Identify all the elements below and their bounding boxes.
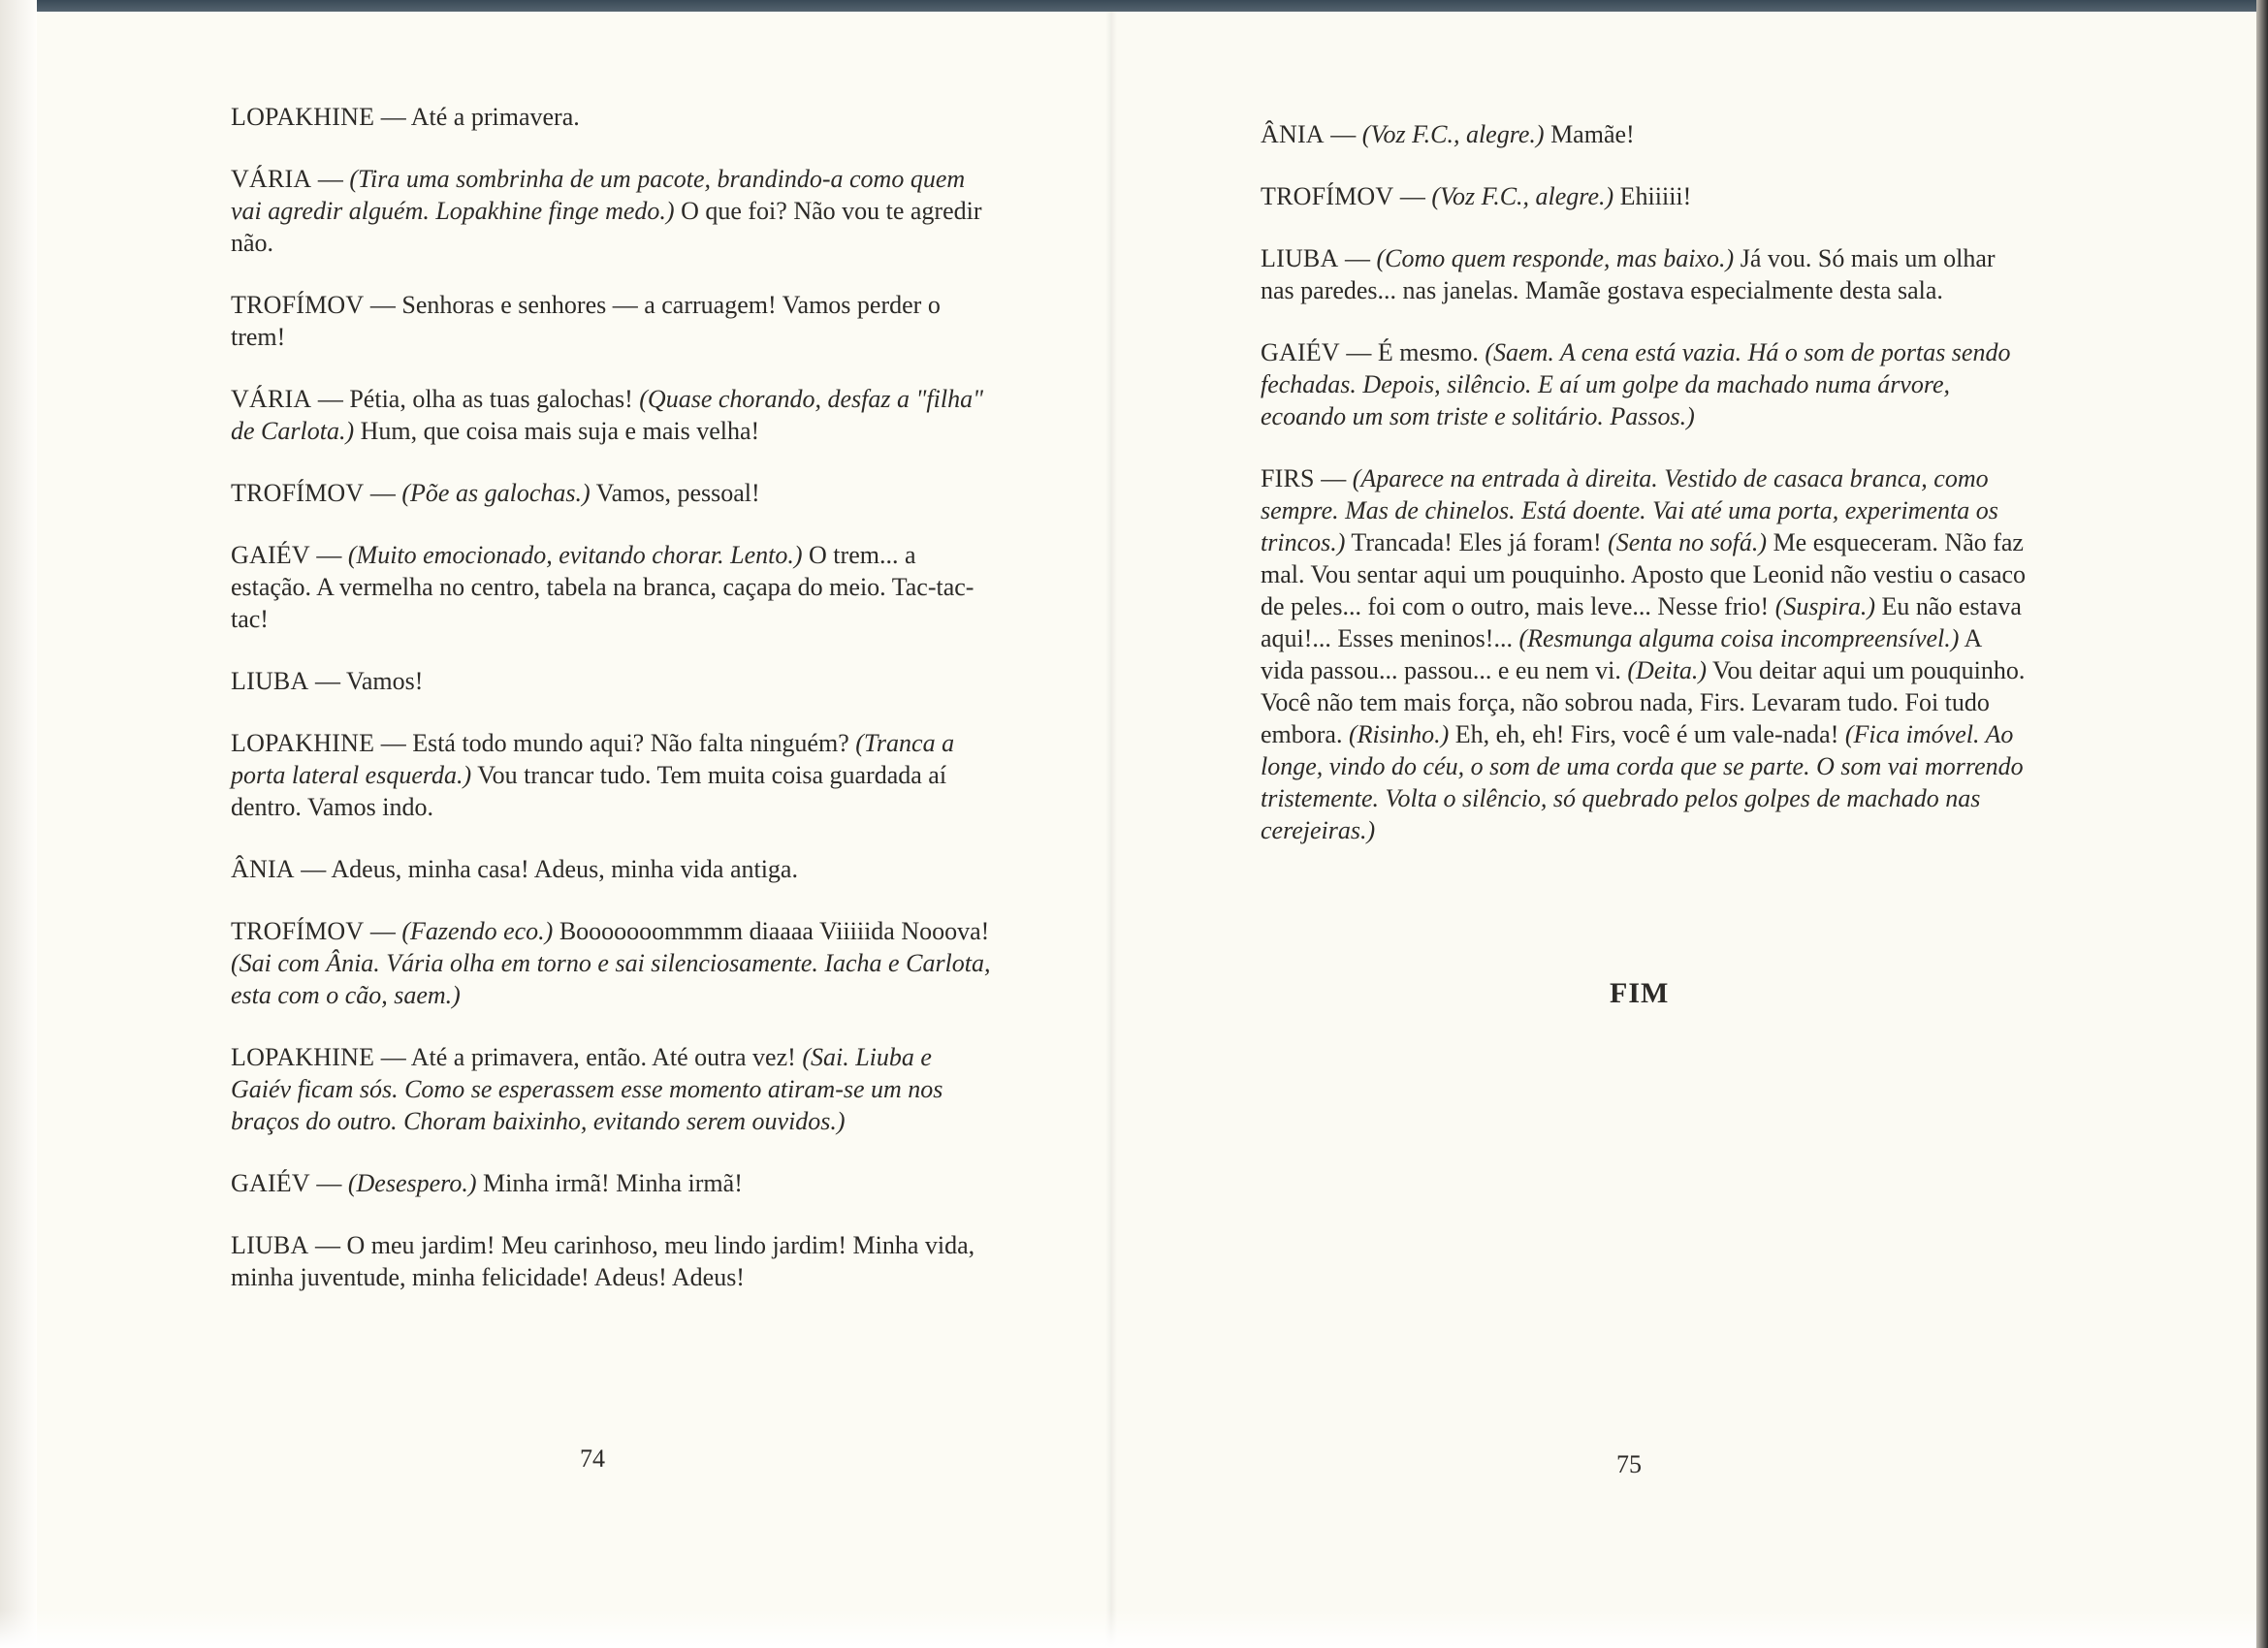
- speaker-name: LOPAKHINE: [231, 729, 375, 757]
- speech-text: Vou deitar aqui um pouquinho. Você não tem mais força, não sobrou nada, Firs. Levaram tudo. Foi tudo embora.: [1261, 656, 2026, 748]
- stage-direction: (Senta no sofá.): [1608, 528, 1768, 556]
- dialogue-entry: [231, 853, 997, 885]
- speech-text: Vamos!: [345, 667, 424, 695]
- scan-bottom-fade: [0, 1609, 2256, 1648]
- speech-text: O trem... a estação. A vermelha no centro, tabela na branca, caçapa do meio. Tac-tac-tac!: [231, 541, 974, 633]
- dialogue-entry: [231, 727, 997, 823]
- dialogue-entry: [1261, 336, 2027, 432]
- speaker-name: ÂNIA: [231, 855, 295, 883]
- speaker-name: GAIÉV: [231, 1169, 310, 1197]
- speaker-name: GAIÉV: [231, 541, 310, 569]
- speech-text: Ehiiiii!: [1613, 182, 1692, 210]
- speech-text: Até a primavera, então. Até outra vez!: [410, 1043, 803, 1071]
- speaker-name: FIRS: [1261, 464, 1315, 492]
- scan-top-edge: [0, 0, 2268, 12]
- speaker-dash: —: [1339, 338, 1378, 366]
- right-page-text: [1261, 118, 2027, 876]
- speaker-dash: —: [309, 541, 348, 569]
- speech-text: O que foi? Não vou te agredir não.: [231, 197, 982, 257]
- dialogue-entry: [1261, 118, 2027, 150]
- speaker-dash: —: [374, 729, 413, 757]
- speaker-dash: —: [364, 291, 402, 319]
- dialogue-entry: [231, 289, 997, 353]
- stage-direction: (Tranca a porta lateral esquerda.): [231, 729, 955, 789]
- speaker-dash: —: [1338, 244, 1377, 272]
- speech-text: Minha irmã! Minha irmã!: [476, 1169, 743, 1197]
- speaker-name: TROFÍMOV: [231, 291, 365, 319]
- stage-direction: (Tira uma sombrinha de um pacote, brandindo-a como quem vai agredir alguém. Lopakhine finge medo.): [231, 165, 966, 225]
- speech-text: Está todo mundo aqui? Não falta ninguém?: [412, 729, 856, 757]
- speech-text: É mesmo.: [1377, 338, 1485, 366]
- stage-direction: (Põe as galochas.): [401, 479, 591, 507]
- speaker-name: GAIÉV: [1261, 338, 1340, 366]
- speaker-dash: —: [308, 1231, 347, 1259]
- speaker-name: VÁRIA: [231, 385, 312, 413]
- stage-direction: (Aparece na entrada à direita. Vestido de casaca branca, como sempre. Mas de chinelos. Está doente. Vai até uma porta, experimenta os trincos.): [1261, 464, 1998, 556]
- speaker-dash: —: [1393, 182, 1432, 210]
- speaker-name: LOPAKHINE: [231, 103, 375, 131]
- dialogue-entry: [231, 539, 997, 635]
- dialogue-entry: [231, 915, 997, 1011]
- speech-text: Trancada! Eles já foram!: [1345, 528, 1609, 556]
- stage-direction: (Deita.): [1627, 656, 1707, 684]
- speech-text: Já vou. Só mais um olhar nas paredes... nas janelas. Mamãe gostava especialmente desta sala.: [1261, 244, 1996, 304]
- speech-text: Hum, que coisa mais suja e mais velha!: [354, 417, 760, 445]
- speaker-dash: —: [364, 917, 402, 945]
- end-label: FIM: [1610, 977, 1670, 1009]
- speaker-dash: —: [1314, 464, 1353, 492]
- stage-direction: (Resmunga alguma coisa incompreensível.): [1518, 624, 1960, 652]
- left-page-text: [231, 101, 997, 1323]
- stage-direction: (Muito emocionado, evitando chorar. Lento.): [347, 541, 803, 569]
- speaker-name: LIUBA: [231, 667, 309, 695]
- speaker-name: LIUBA: [1261, 244, 1339, 272]
- speaker-dash: —: [374, 1043, 411, 1071]
- stage-direction: (Fica imóvel. Ao longe, vindo do céu, o som de uma corda que se parte. O som vai morrendo tristemente. Volta o silêncio, só quebrado pelos golpes de machado nas cerejeiras.): [1261, 720, 2024, 844]
- speech-text: Adeus, minha casa! Adeus, minha vida antiga.: [331, 855, 798, 883]
- dialogue-entry: [231, 163, 997, 259]
- speech-text: Mamãe!: [1544, 120, 1635, 148]
- speech-text: Eh, eh, eh! Firs, você é um vale-nada!: [1449, 720, 1845, 748]
- dialogue-entry: [1261, 462, 2027, 846]
- speech-text: Até a primavera.: [410, 103, 580, 131]
- speech-text: Booooooommmm diaaaa Viiiiida Nooova!: [553, 917, 990, 945]
- speaker-name: TROFÍMOV: [231, 479, 365, 507]
- book-gutter: [1105, 12, 1117, 1648]
- speaker-name: LIUBA: [231, 1231, 309, 1259]
- stage-direction: (Suspira.): [1774, 592, 1875, 620]
- speaker-dash: —: [374, 103, 411, 131]
- speech-text: Pétia, olha as tuas galochas!: [349, 385, 640, 413]
- dialogue-entry: [231, 383, 997, 447]
- stage-direction: (Fazendo eco.): [401, 917, 554, 945]
- speaker-name: VÁRIA: [231, 165, 312, 193]
- speaker-dash: —: [311, 165, 350, 193]
- speech-text: Me esqueceram. Não faz mal. Vou sentar aqui um pouquinho. Aposto que Leonid não vestiu o casaco de peles... foi com o outro, mais leve... Nesse frio!: [1261, 528, 2027, 620]
- speech-text: Senhoras e senhores — a carruagem! Vamos perder o trem!: [231, 291, 941, 351]
- speaker-dash: —: [309, 1169, 348, 1197]
- speaker-dash: —: [294, 855, 332, 883]
- stage-direction: (Saem. A cena está vazia. Há o som de portas sendo fechadas. Depois, silêncio. E aí um golpe da machado numa árvore, ecoando um som triste e solitário. Passos.): [1261, 338, 2011, 430]
- speech-text: Vou trancar tudo. Tem muita coisa guardada aí dentro. Vamos indo.: [231, 761, 947, 821]
- dialogue-entry: [231, 665, 997, 697]
- scan-right-edge: [2256, 0, 2268, 1648]
- stage-direction: (Sai. Liuba e Gaiév ficam sós. Como se esperassem esse momento atiram-se um nos braços do outro. Choram baixinho, evitando serem ouvidos.): [231, 1043, 943, 1135]
- speaker-dash: —: [308, 667, 346, 695]
- dialogue-entry: [1261, 242, 2027, 306]
- dialogue-entry: [231, 1229, 997, 1293]
- page-number-right: 75: [1616, 1450, 1642, 1478]
- stage-direction: (Risinho.): [1348, 720, 1450, 748]
- speech-text: A vida passou... passou... e eu nem vi.: [1261, 624, 1981, 684]
- stage-direction: (Quase chorando, desfaz a "filha" de Carlota.): [231, 385, 984, 445]
- page-number-left: 74: [580, 1444, 605, 1473]
- stage-direction: (Como quem responde, mas baixo.): [1376, 244, 1735, 272]
- dialogue-entry: [231, 1167, 997, 1199]
- stage-direction: (Voz F.C., alegre.): [1431, 182, 1614, 210]
- speech-text: Eu não estava aqui!... Esses meninos!...: [1261, 592, 2022, 652]
- speech-text: Vamos, pessoal!: [590, 479, 760, 507]
- speaker-dash: —: [364, 479, 402, 507]
- speaker-name: ÂNIA: [1261, 120, 1325, 148]
- speech-text: O meu jardim! Meu carinhoso, meu lindo jardim! Minha vida, minha juventude, minha felicidade! Adeus! Adeus!: [231, 1231, 975, 1291]
- stage-direction: (Desespero.): [347, 1169, 477, 1197]
- dialogue-entry: [231, 101, 997, 133]
- stage-direction: (Voz F.C., alegre.): [1361, 120, 1545, 148]
- scan-left-edge: [0, 0, 37, 1648]
- dialogue-entry: [231, 1041, 997, 1137]
- dialogue-entry: [1261, 180, 2027, 212]
- speaker-name: TROFÍMOV: [231, 917, 365, 945]
- stage-direction: (Sai com Ânia. Vária olha em torno e sai silenciosamente. Iacha e Carlota, esta com o cão, saem.): [231, 949, 991, 1009]
- speaker-dash: —: [1324, 120, 1362, 148]
- dialogue-entry: [231, 477, 997, 509]
- speaker-name: LOPAKHINE: [231, 1043, 375, 1071]
- speaker-dash: —: [311, 385, 350, 413]
- speaker-name: TROFÍMOV: [1261, 182, 1394, 210]
